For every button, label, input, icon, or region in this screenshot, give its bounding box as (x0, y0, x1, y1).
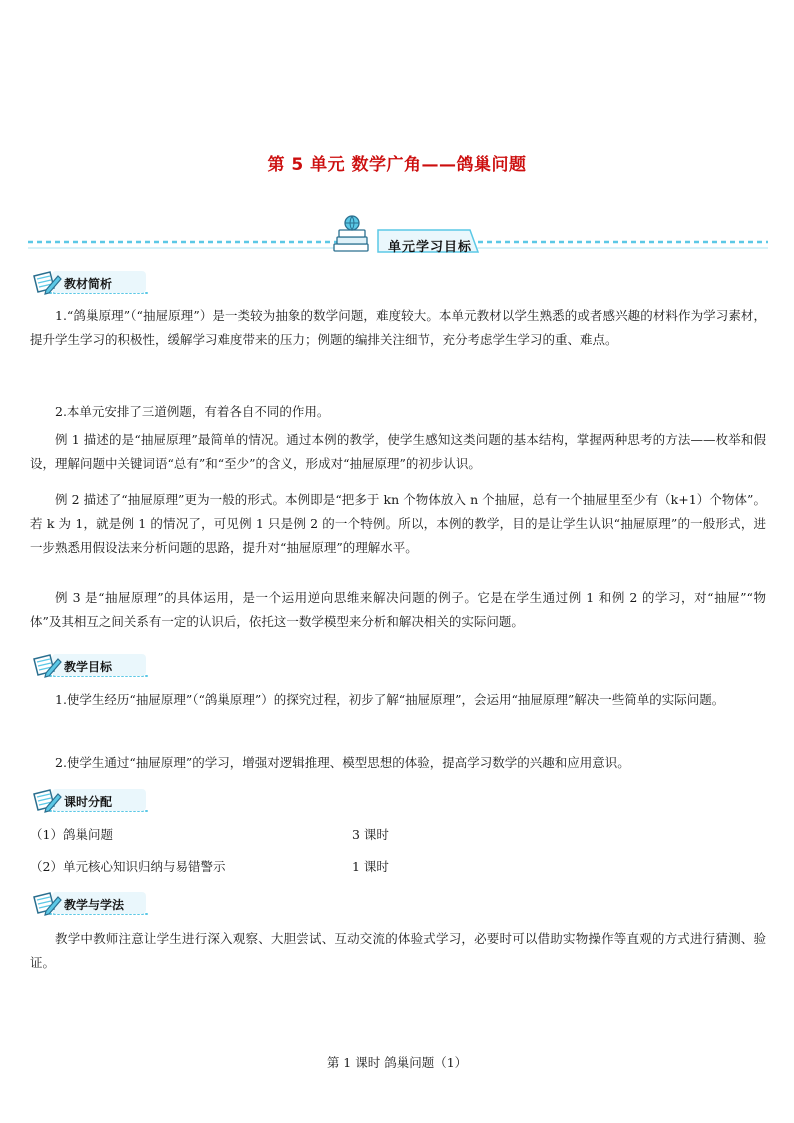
schedule-item: （1）鸽巢问题 (30, 827, 113, 842)
page-title: 第 5 单元 数学广角——鸽巢问题 (267, 155, 527, 175)
schedule-item: （2）单元核心知识归纳与易错警示 (30, 859, 226, 874)
section-heading-label: 课时分配 (64, 795, 113, 809)
schedule-row (30, 823, 766, 847)
materials-paragraph-4: 例 2 描述了“抽屉原理”更为一般的形式。本例即是“把多于 kn 个物体放入 n 个抽屉，总有一个抽屉里至少有（k+1）个物体”。若 k 为 1，就是例 1 的情况了，可见例 1 只是例 2 的一个特例。所以，本例的教学，目的是让学生认识“抽屉原理”的一般形式，进一步熟悉用假设法来分析问题的思路，提升对“抽屉原理”的理解水平。 (30, 492, 766, 555)
banner-label: 单元学习目标 (388, 240, 473, 255)
goals-paragraph-1: 1.使学生经历“抽屉原理”（“鸽巢原理”）的探究过程，初步了解“抽屉原理”，会运用“抽屉原理”解决一些简单的实际问题。 (55, 692, 725, 707)
section-heading-label: 教学目标 (64, 660, 113, 674)
schedule-hours: 1 课时 (352, 859, 389, 874)
section-heading-schedule (30, 786, 150, 814)
schedule-row (30, 855, 766, 879)
materials-paragraph-3: 例 1 描述的是“抽屉原理”最简单的情况。通过本例的教学，使学生感知这类问题的基本结构，掌握两种思考的方法——枚举和假设，理解问题中关键词语“总有”和“至少”的含义，形成对“抽屉原理”的初步认识。 (30, 432, 766, 471)
methods-paragraph-1: 教学中教师注意让学生进行深入观察、大胆尝试、互动交流的体验式学习，必要时可以借助实物操作等直观的方式进行猜测、验证。 (30, 931, 766, 970)
section-heading-label: 教材简析 (64, 277, 113, 291)
materials-paragraph-2: 2.本单元安排了三道例题，有着各自不同的作用。 (55, 404, 330, 419)
section-heading-goals (30, 651, 150, 679)
schedule-hours: 3 课时 (352, 827, 389, 842)
section-heading-label: 教学与学法 (64, 898, 125, 912)
materials-paragraph-1: 1.“鸽巢原理”（“抽屉原理”）是一类较为抽象的数学问题，难度较大。本单元教材以学生熟悉的或者感兴趣的材料作为学习素材，提升学生学习的积极性，缓解学习难度带来的压力；例题的编排关注细节，充分考虑学生学习的重、难点。 (30, 308, 766, 347)
materials-paragraph-5: 例 3 是“抽屉原理”的具体运用，是一个运用逆向思维来解决问题的例子。它是在学生通过例 1 和例 2 的学习，对“抽屉”“物体”及其相互之间关系有一定的认识后，依托这一数学模型来分析和解决相关的实际问题。 (30, 590, 766, 629)
books-globe-icon (334, 216, 368, 251)
unit-objectives-banner (28, 214, 768, 266)
goals-paragraph-2: 2.使学生通过“抽屉原理”的学习，增强对逻辑推理、模型思想的体验，提高学习数学的兴趣和应用意识。 (55, 755, 630, 770)
next-lesson-heading: 第 1 课时 鸽巢问题（1） (326, 1055, 468, 1070)
section-heading-methods (30, 889, 150, 917)
section-heading-materials (30, 268, 150, 296)
